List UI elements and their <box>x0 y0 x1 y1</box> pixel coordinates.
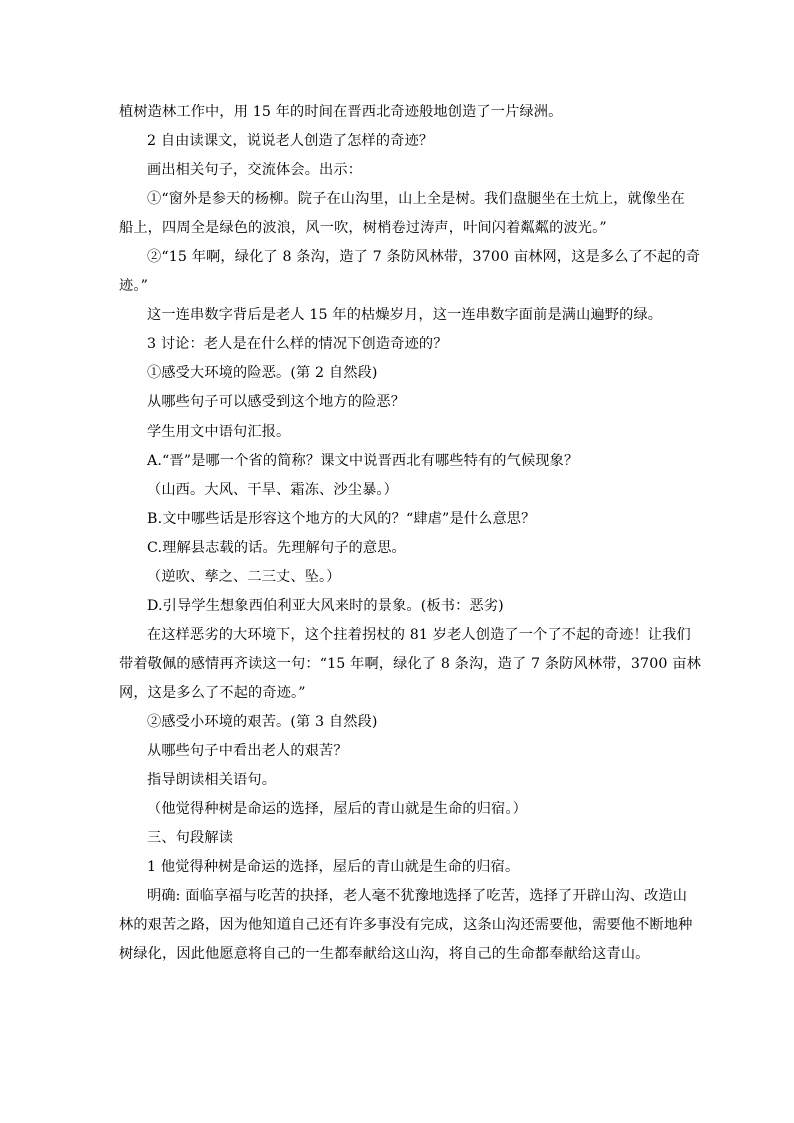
text-line: ①感受大环境的险恶。(第 2 自然段) <box>147 365 378 382</box>
text-line: 植树造林工作中，用 15 年的时间在晋西北奇迹般地创造了一片绿洲。 <box>119 104 563 120</box>
text-line: 学生用文中语句汇报。 <box>147 423 291 440</box>
text-line: （山西。大风、干旱、霜冻、沙尘暴。） <box>147 481 398 498</box>
text-line: 林的艰苦之路，因为他知道自己还有许多事没有完成，这条山沟还需要他，需要他不断地种 <box>119 917 693 934</box>
text-line: ①“窗外是参天的杨柳。院子在山沟里，山上全是树。我们盘腿坐在土炕上，就像坐在 <box>147 191 685 208</box>
text-line: 三、句段解读 <box>147 830 234 847</box>
text-line: 从哪些句子中看出老人的艰苦？ <box>147 743 348 760</box>
text-line: 3 讨论：老人是在什么样的情况下创造奇迹的？ <box>147 336 448 353</box>
text-line: 带着敬佩的感情再齐读这一句：“15 年啊，绿化了 8 条沟，造了 7 条防风林带，3700 亩林 <box>119 655 701 672</box>
text-line: 画出相关句子，交流体会。出示： <box>147 162 363 179</box>
text-line: 从哪些句子可以感受到这个地方的险恶？ <box>147 394 406 411</box>
text-line: A.“晋”是哪一个省的简称？课文中说晋西北有哪些特有的气候现象？ <box>147 452 579 469</box>
text-line: 明确: 面临享福与吃苦的抉择，老人毫不犹豫地选择了吃苦，选择了开辟山沟、改造山 <box>147 888 688 905</box>
text-line: 船上，四周全是绿色的波浪，风一吹，树梢卷过涛声，叶间闪着粼粼的波光。” <box>119 220 607 237</box>
text-line: 在这样恶劣的大环境下，这个拄着拐杖的 81 岁老人创造了一个了不起的奇迹！让我们 <box>147 626 691 643</box>
text-line: 树绿化，因此他愿意将自己的一生都奉献给这山沟，将自己的生命都奉献给这青山。 <box>119 946 650 963</box>
text-line: 这一连串数字背后是老人 15 年的枯燥岁月，这一连串数字面前是满山遍野的绿。 <box>147 307 663 324</box>
text-line: ②“15 年啊，绿化了 8 条沟，造了 7 条防风林带，3700 亩林网，这是多么了不起的奇 <box>147 249 701 266</box>
text-line: （他觉得种树是命运的选择，屋后的青山就是生命的归宿。） <box>147 801 528 818</box>
text-line: 迹。” <box>119 278 148 295</box>
text-line: D.引导学生想象西伯利亚大风来时的景象。(板书：恶劣) <box>147 597 504 614</box>
text-line: 网，这是多么了不起的奇迹。” <box>119 684 306 701</box>
text-line: C.理解县志载的话。先理解句子的意思。 <box>147 539 406 556</box>
text-line: （逆吹、孳之、二三丈、坠。） <box>147 568 341 585</box>
text-line: ②感受小环境的艰苦。(第 3 自然段) <box>147 713 378 730</box>
text-line: B.文中哪些话是形容这个地方的大风的？“肆虐”是什么意思？ <box>147 510 536 527</box>
document-body <box>119 98 701 969</box>
text-line: 2 自由读课文，说说老人创造了怎样的奇迹？ <box>147 133 434 150</box>
text-line: 指导朗读相关语句。 <box>147 772 277 789</box>
text-line: 1 他觉得种树是命运的选择，屋后的青山就是生命的归宿。 <box>147 859 520 876</box>
